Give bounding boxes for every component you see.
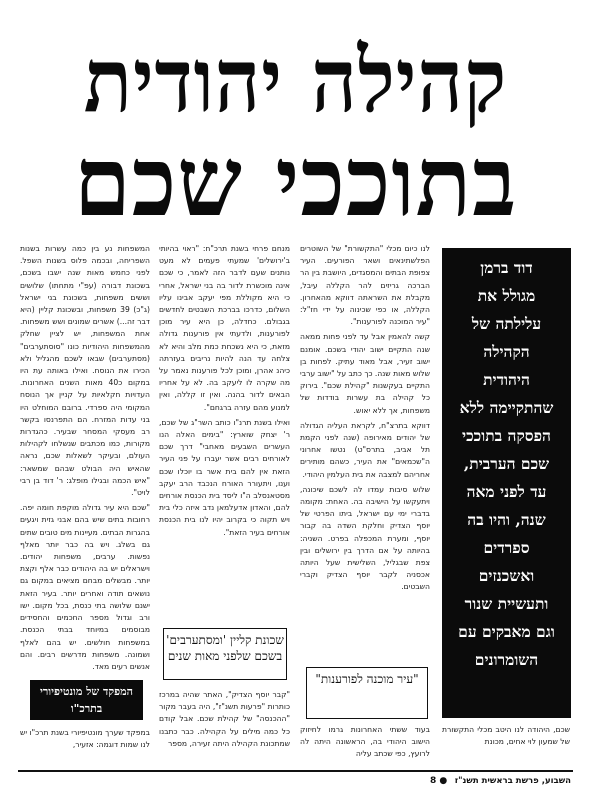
pull-quote-line: שנה, והיו בה [467, 510, 546, 529]
article-column-2 [300, 243, 430, 663]
pull-quote-box [442, 248, 571, 718]
article-column-4 [20, 243, 150, 673]
pull-quote-line: השומרונים [474, 650, 539, 669]
headline-line-2: בתוככי שכם [73, 125, 518, 238]
pull-quote-line: עלילתה של [471, 314, 542, 333]
article-column-3 [159, 243, 290, 621]
paragraph: דווקא בתרצ"ח, לקראת העליה הגדולה של יהודים מאירופה (שנה לפני הקמת תל אביב, בתרס"ט) נטשו אחרוני ה"שכמאים" את העיר, כשהם מותירים אחריהם למצבה את בית העלמין היהודי. [300, 420, 430, 479]
headline-line-1: קהילה יהודית [83, 28, 508, 132]
pull-quote-line: ואשכנזים [478, 566, 535, 585]
footer-rule [18, 770, 573, 772]
pull-quote-line: הפסקה בתוככי [462, 426, 551, 445]
pull-quote-line: ותעשיית שנור [464, 594, 549, 613]
column-1-tail-text: שכם, היהודה לנו היטב מכלי התקשורת של שמעון לוי אחים, מכונת [442, 725, 570, 747]
pull-quote-line: שכם הערבית, [463, 454, 550, 473]
pull-quote-line: עד לפני מאה [466, 482, 547, 501]
subheading-box-montefiore-census: המפקד של מונטיפיורי בתרכ"ו [30, 680, 143, 720]
pull-quote-line: מגולל את [477, 286, 536, 305]
paragraph: שלוש סיבות עמדו לה לשכם שיכונה, ויתעקשו על הישיבה בה. האחת: מקומה בדברי ימי עם ישראל, ביתו הפרטי של יוסף הצדיק וחלקת השדה בה קבור יוסף, ומערת המכפלה בפרט. השניה: בהיותה על אם הדרך בין ירושלים ובין צפת שבגליל, השלישית שעל היותה אכסניה לקבר יוסף הצדיק וקברי השבטים. [300, 484, 430, 592]
pull-quote-line: היהודית [483, 370, 530, 389]
column-3-tail-text: "קבר יוסף הצדיק", האתר שהיה במרכז כותרות "פרעות תשנ"ז", היה בעבר מקור "ההכנסה" של קהילת שכם. אבל קודם כל כמה מילים על הקהילה. כבר כתבנו שמתכונת הקהילה היתה זעירה, מספר [159, 690, 290, 748]
subheading-box-ir-mochana: "עיר מוכנה לפורענות" [306, 667, 428, 719]
pull-quote-line: ספרדים [483, 538, 530, 557]
column-4-tail-text: במפקד שערך מונטיפיורי בשנת תרכ"ו יש לנו שמות דוגמה: אזעיר, [20, 728, 150, 750]
pull-quote-line: דוד ברמן [480, 258, 533, 277]
column-2-tail-text: בעוד ששתי האחרונות גרמו לחיזוק הישוב היהודי בה, הראשונה היתה לה לרועץ, כפי שכתב עליה [300, 725, 430, 759]
paragraph: המשפחות נע בין כמה עשרות בשנות השפריחה, ובכמה פלוס בשנות השפל. לפני כחמש מאות שנה ישבו בשכם, בשכונת דבורה (עפ"י מתחתו) שלושים וששים משפחות, בשכונת בני ישראל (ג"כ) 39 משפחות, ובשכונת קליין (היא דבר זה...) אשרים שמונים ושש משפחות. אחת המשפחות, יש לציין שחלק מהמשפחות היהודיות כונו "סוסתערבים" (מסתערבים) שבאו לשכם מהגליל ולא הכירו את הנוסח. ואילו באותה עת היו במקום כ40 מאות השנים האחרונות. העדויות חקלאיות על קניין אך הנוסח המקומי היה ספרדי. ברובם המוחלט היו בני עדות המזרח. הם התפרנסו בקשר רב מעסקי המסחר שבעיר. כהגדרות מקורות, כמו מכתבים שנשלחו לקהילות העולם, ובעיקר לשאלות שכם, נראה שהאיש היה הבולט שבהם שמשאר: "איש הכמה ובגילו מופלג: ר' דוד בן רבי לויט". [20, 244, 150, 498]
pull-quote-line: שהתקיימה ללא [459, 398, 554, 417]
footer-issue-text: השבוע, פרשת בראשית תשנ"ז [454, 776, 571, 786]
subheading-box-shchunat-klein: שכונת קליין 'ומסתערבים' בשכם שלפני מאות שנים [163, 628, 287, 680]
paragraph: קשה להאמין אבל עד לפני פחות ממאה שנה התקיים ישוב יהודי בשכם. אומנם ישוב זעיר, אבל מאוד עתיק. לפחות בן שלוש מאות שנה. כך כתב על "ישוב ערבי התקיים בעקשנות "קהילת שכם". בירוק כל קהילה בת עשרות בודדות של משפחות, אך ללא יאוש. [300, 332, 430, 415]
page-number: 8 ● [430, 776, 448, 786]
paragraph: "שכם היא עיר גדולה מוקפת חומה יפה. רחובות בתים שיש בהם אבני גזית ויגעים בהגרות הבתים. מעיינות מים טובים שתים גם בשלג. ויש בה כבר יותר מאלף נפשות. ערבים, משפחות יהודים. וישראלים יש בה היהודים כבר אלף וקצת יותר. מבשלים מבחם מציאים במקום גם נושאים תודה ואחרים יותר. בעיר הזאת ישנם שלושה בתי כנסת, בכל מקום. ישו ורב וגדול מספר החכמים והחסידים מבוסמים במיוחד בבתי הכנסת. במשפחות חולשים. יש בהם לאלף ושמונה. משפחות מדרשים רבים. והם אנשים רעים מאד. [20, 503, 150, 671]
pull-quote-line: וגם מאבקים עם [458, 622, 555, 641]
pull-quote-line: הקהילה [483, 342, 530, 361]
paragraph: לנו כיום מכלי "התקשורת" של השוטרים הפלשתינאים ושאר הפורעים. העיר צפופת הבתים והמסגדים, היושבת בין הר הברכה גריזים להר הקללה עיבל, מקבלת את השראתה דווקא מהאחרון. הקללה, או כפי שכינוה על ידי חז"ל: "עיר המוכנה לפורענות". [300, 244, 430, 327]
paragraph: מנחם פרחי בשנת תרכ"ח: "ראוי בהיותי ב'ירושלים' שמעתי פעמים לא מעט נותנים שעם לדבר הזה לאמר, כי שכם אינה מוכשרת לדור בה בני ישראל, אחרי כי היא מקוללת מפי יעקב אבינו עליו השלום, כדרכו בברכת השבטים לחדשים בגבולם. כחדלה, כן היא עיר מוכן לפורענות, ולדעתי אין פורענות גדולה מזאת, כי היא נשכחת כמת מלב והיא לא צלחה עד הנה להיות נריבים בעזרתה כיהנ אהרן, ומוכן לכל פורענות נאמר על מה שקרה לו ליעקב בה. לא על אחריו הבאים לדור בהנה. ואין זו קללה, ואין למנוע מהם עזרה ברגחם". [159, 244, 290, 412]
paragraph: ואילו בשנת תרנ"ו כותב השר"ג של שכם, ר' יצחק שוארץ: "בימים האלה הנו העשרים השבעים מאחבי" דרך שכם לאורחים רבים אשר יעברו על פני העיר הזאת אין להם בית אשר בו יוכלו שכם וענו, ויתעורר האורח הנכבד הרב יעקב מסטאנסלב ה"ו ליסד בית הכנסת אורחים להם, והאדון אדעלמאן נדב איזה כלי בית ויש תקוה כי בקרוב יהיו לנו בית הכנסת אורחים בעיר הזאת". [159, 417, 290, 537]
